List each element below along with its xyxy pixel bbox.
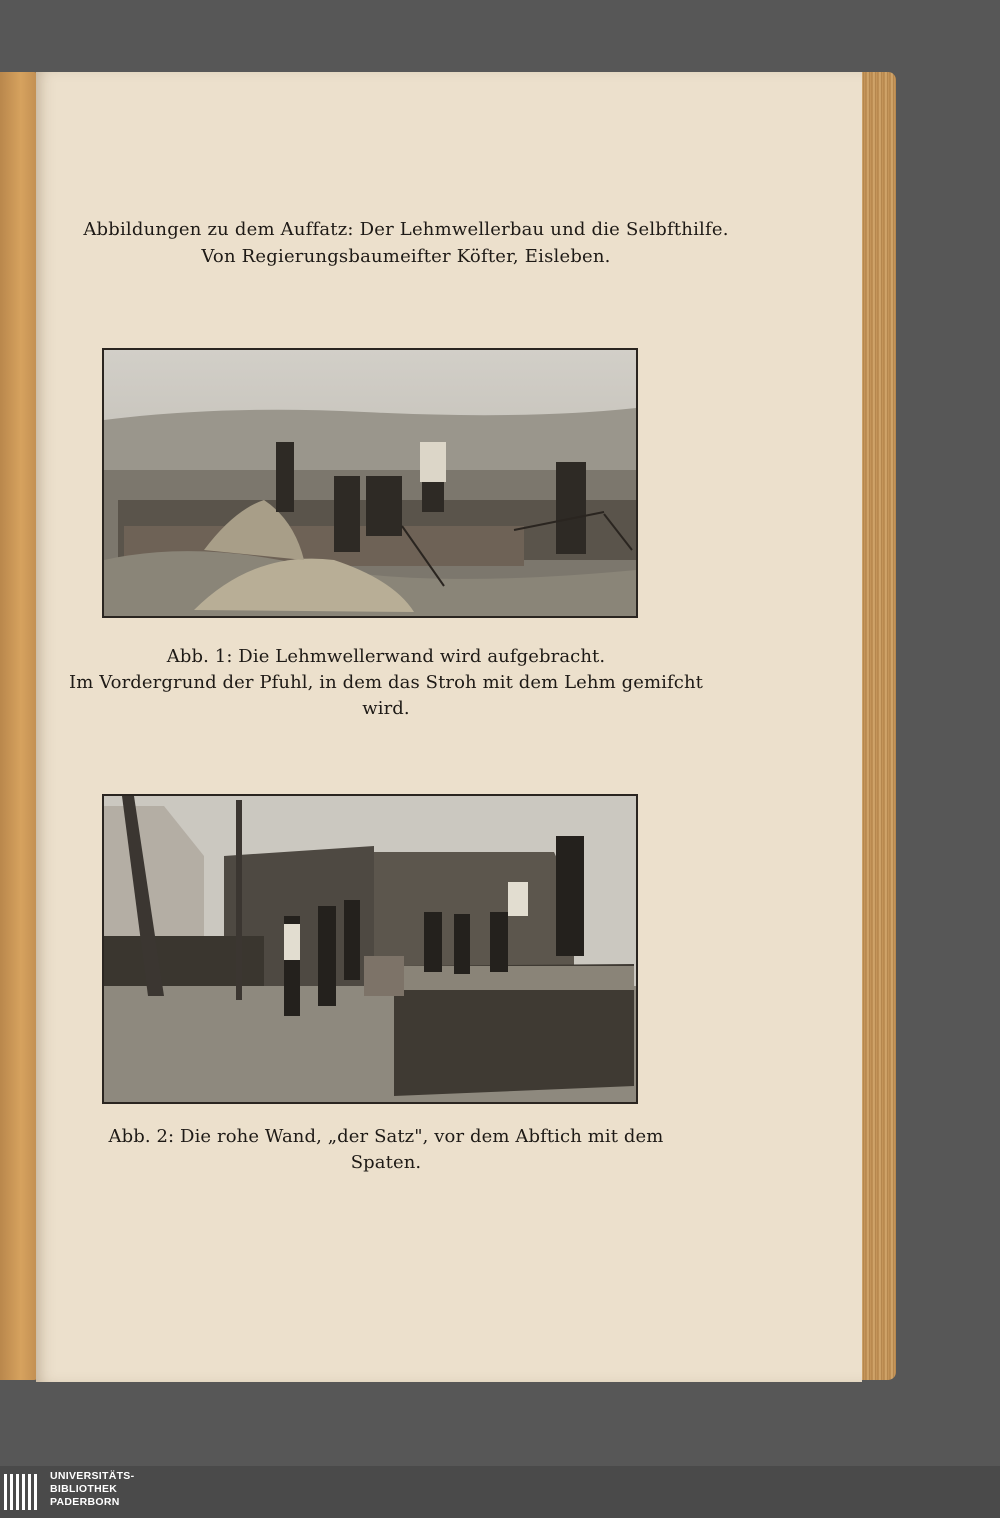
library-logo-icon (4, 1472, 44, 1512)
book-page (36, 72, 862, 1382)
heading-line-1: Abbildungen zu dem Auffatz: Der Lehmwellerbau und die Selbfthilfe. (83, 219, 729, 240)
page-heading (36, 216, 776, 270)
library-footer (0, 1466, 1000, 1518)
figure-2-photo (102, 794, 638, 1104)
left-book-edge (0, 72, 38, 1380)
library-name (50, 1470, 134, 1509)
figure-2-caption: Abb. 2: Die rohe Wand, „der Satz", vor dem Abftich mit dem Spaten. (108, 1126, 664, 1173)
library-name-line-1: UNIVERSITÄTS- (50, 1470, 135, 1482)
library-name-line-3: PADERBORN (50, 1496, 120, 1508)
figure-1-caption-line-2: Im Vordergrund der Pfuhl, in dem das Stroh mit dem Lehm gemifcht wird. (69, 672, 703, 719)
figure-1-photo (102, 348, 638, 618)
figure-1-caption-line-1: Abb. 1: Die Lehmwellerwand wird aufgebracht. (166, 646, 606, 667)
figure-1-caption (66, 644, 706, 722)
library-name-line-2: BIBLIOTHEK (50, 1483, 118, 1495)
heading-line-2: Von Regierungsbaumeifter Köfter, Eisleben. (201, 246, 611, 267)
